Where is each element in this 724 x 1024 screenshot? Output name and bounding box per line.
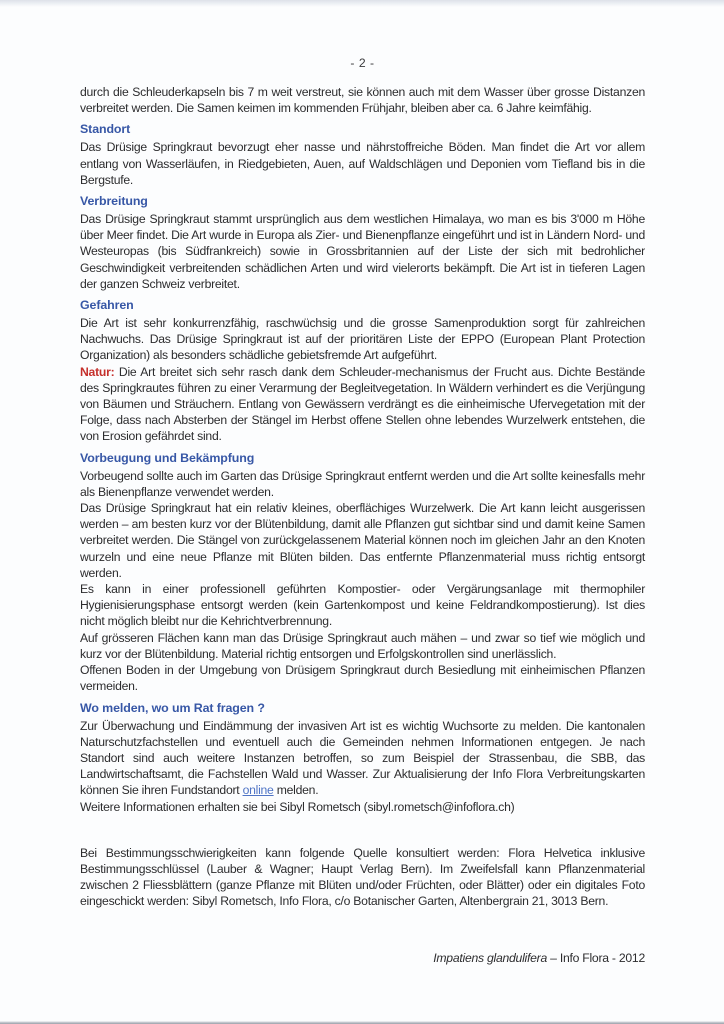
page-number: - 2 -: [350, 56, 375, 70]
section-standort-heading: Standort: [80, 122, 131, 137]
paragraph-vorbeugung-4: Auf grösseren Flächen kann man das Drüsige Springkraut auch mähen – und zwar so tief wie möglich und kurz vor der Blütenbildung. Material richtig entsorgen und Erfolgskontrollen sind unerlässlich.: [80, 630, 645, 661]
paragraph-melden: [80, 718, 645, 799]
footer-species-name: Impatiens glandulifera: [433, 950, 548, 965]
paragraph-standort: Das Drüsige Springkraut bevorzugt eher nasse und nährstoffreiche Böden. Man findet die Art vor allem entlang von Wasserläufen, in Riedgebieten, Auen, auf Waldschlägen und Deponien vom Tiefland bis in die Bergstufe.: [80, 140, 645, 187]
footer-source-text: – Info Flora - 2012: [547, 950, 645, 965]
natur-label: Natur:: [80, 364, 115, 379]
paragraph-natur: [80, 364, 645, 445]
paragraph-intro: durch die Schleuderkapseln bis 7 m weit verstreut, sie können auch mit dem Wasser über grosse Distanzen verbreitet werden. Die Samen keimen im kommenden Frühjahr, bleiben aber ca. 6 Jahre keimfähig.: [80, 85, 645, 116]
section-verbreitung-heading: Verbreitung: [80, 194, 148, 209]
paragraph-vorbeugung-3: Es kann in einer professionell geführten Kompostier- oder Vergärungsanlage mit thermophiler Hygienisierungsphase entsorgt werden (kein Gartenkompost und keine Feldrandkompostierung). Ist dies nicht möglich bleibt nur die Kehrichtverbrennung.: [80, 582, 645, 629]
section-verbreitung: [80, 193, 645, 292]
section-vorbeugung-heading: Vorbeugung und Bekämpfung: [80, 450, 255, 465]
paragraph-vorbeugung-1: Vorbeugend sollte auch im Garten das Drüsige Springkraut entfernt werden und die Art sollte keinesfalls mehr als Bienenpflanze verwendet werden.: [80, 468, 645, 499]
section-standort: [80, 121, 645, 188]
paragraph-vorbeugung-5: Offenen Boden in der Umgebung von Drüsigem Springkraut durch Besiedlung mit einheimischen Pflanzen vermeiden.: [80, 663, 645, 694]
scan-edge-top: [0, 0, 724, 7]
paragraph-vorbeugung-2: Das Drüsige Springkraut hat ein relativ kleines, oberflächiges Wurzelwerk. Die Art kann leicht ausgerissen werden – am besten kurz vor der Blütenbildung, damit alle Pflanzen gut sichtbar sind und damit keine Samen verbreitet werden. Die Stängel von zurückgelassenem Material können noch im gleichen Jahr an den Knoten wurzeln und eine neue Pflanze mit Blüten bilden. Das entfernte Pflanzenmaterial muss richtig entsorgt werden.: [80, 501, 645, 580]
melden-text-after: melden.: [273, 783, 319, 798]
section-melden-heading: Wo melden, wo um Rat fragen ?: [80, 700, 265, 715]
paragraph-weitere-informationen: Weitere Informationen erhalten sie bei Sibyl Rometsch (sibyl.rometsch@infoflora.ch): [80, 799, 515, 814]
melden-text-before: Zur Überwachung und Eindämmung der invasiven Art ist es wichtig Wuchsorte zu melden. Die kantonalen Naturschutzfachstellen und eventuell auch die Gemeinden nehmen Informationen entgegen. Je nach Standort sind auch weitere Instanzen betroffen, so zum Beispiel der Strassenbau, die SBB, das Landwirtschaftsamt, die Fachstellen Wald und Wasser. Zur Aktualisierung der Info Flora Verbreitungskarten können Sie ihren Fundstandort: [80, 718, 645, 798]
section-gefahren: [80, 297, 645, 445]
page-content: [80, 55, 645, 966]
natur-text: Die Art breitet sich sehr rasch dank dem Schleuder-mechanismus der Frucht aus. Dichte Bestände des Springkrautes führen zu einer Verarmung der Begleitvegetation. In Wäldern verhindert es die Verjüngung von Bäumen und Sträuchern. Entlang von Gewässern verdrängt es die einheimische Ufervegetation mit der Folge, dass nach Absterben der Stängel im Herbst offene Stellen ohne lebendes Wurzelwerk entstehen, die von Erosion gefährdet sind.: [80, 364, 645, 444]
section-melden: [80, 700, 645, 815]
online-link[interactable]: online: [242, 783, 274, 798]
document-footer: [80, 950, 645, 966]
paragraph-verbreitung: Das Drüsige Springkraut stammt ursprünglich aus dem westlichen Himalaya, wo man es bis 3'000 m Höhe über Meer findet. Die Art wurde in Europa als Zier- und Bienenpflanze eingeführt und ist in Ländern Nord- und Westeuropas (bis Südfrankreich) sowie in Grossbritannien auf der Liste der sich mit bedrohlicher Geschwindigkeit verbreitenden schädlichen Arten und wird vielerorts bekämpft. Die Art ist in tieferen Lagen der ganzen Schweiz verbreitet.: [80, 212, 645, 291]
paragraph-gefahren: Die Art ist sehr konkurrenzfähig, raschwüchsig und die grosse Samenproduktion sorgt für zahlreichen Nachwuchs. Das Drüsige Springkraut ist auf der prioritären Liste der EPPO (European Plant Protection Organization) als besonders schädliche gebietsfremde Art aufgeführt.: [80, 316, 645, 363]
paragraph-quelle: Bei Bestimmungsschwierigkeiten kann folgende Quelle konsultiert werden: Flora Helvetica inklusive Bestimmungsschlüssel (Lauber & Wagner; Haupt Verlag Bern). Im Zweifelsfall kann Pflanzenmaterial zwischen 2 Fliessblättern (ganze Pflanze mit Blüten und/oder Früchten, oder Blätter) oder ein digitales Foto eingeschickt werden: Sibyl Rometsch, Info Flora, c/o Botanischer Garten, Altenbergrain 21, 3013 Bern.: [80, 845, 645, 909]
section-vorbeugung: [80, 450, 645, 695]
section-gefahren-heading: Gefahren: [80, 298, 134, 313]
